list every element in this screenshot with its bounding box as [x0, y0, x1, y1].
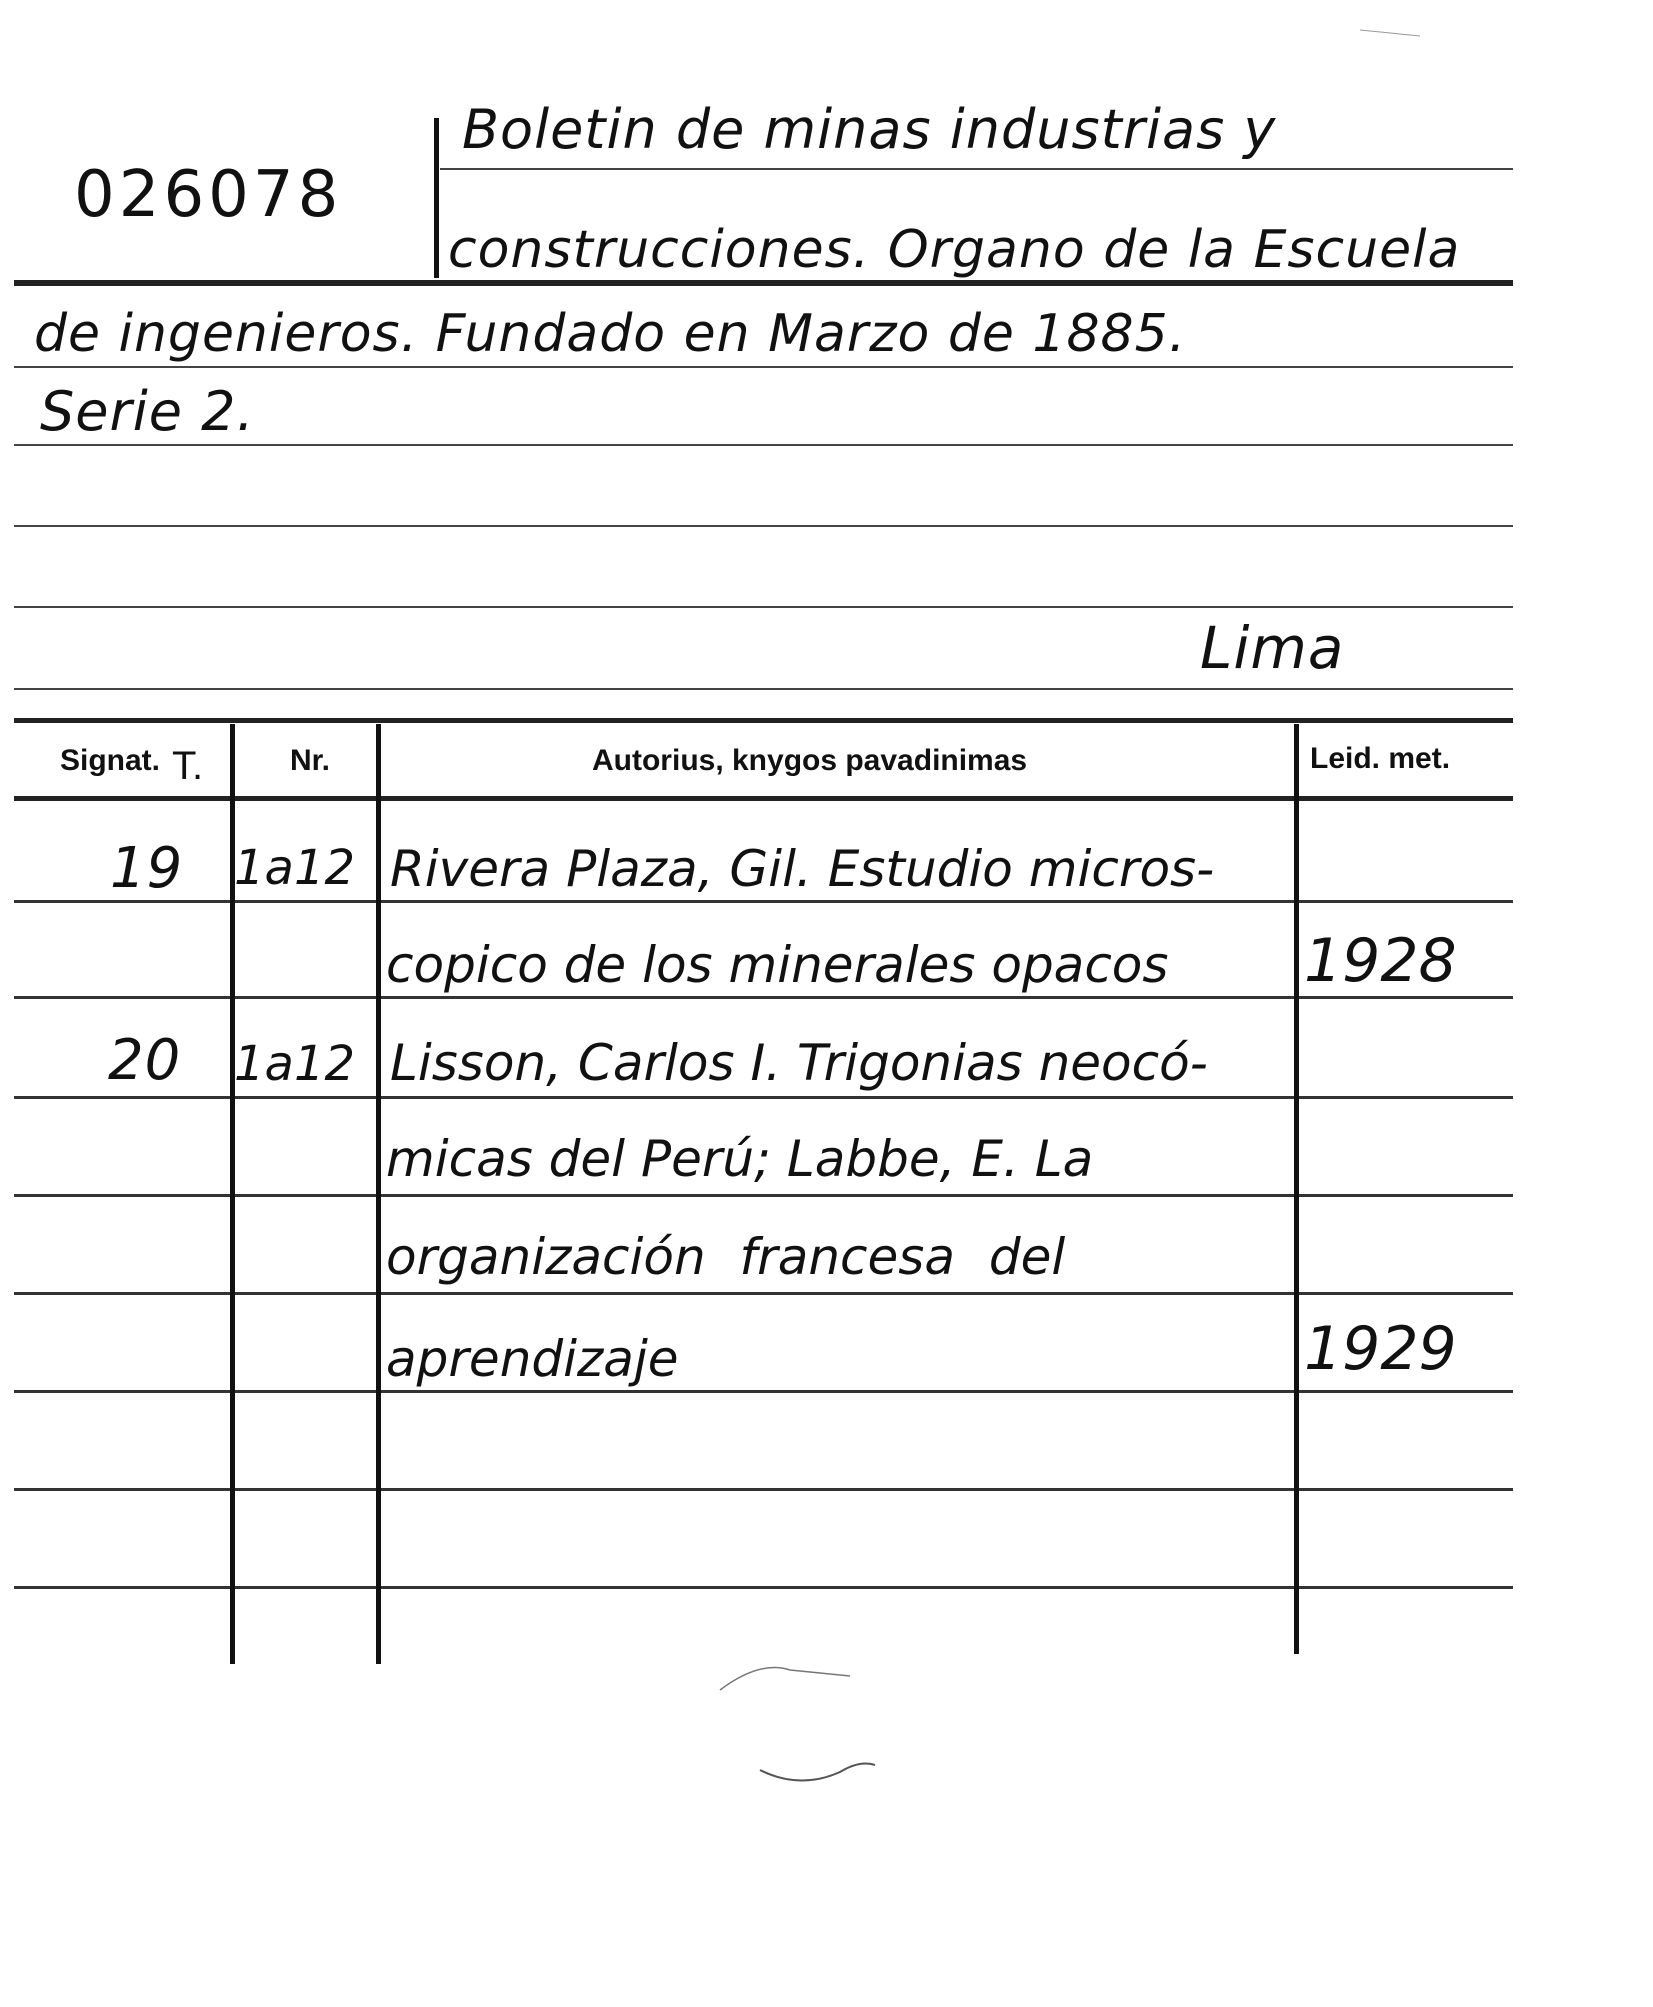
row-1-signat: 19 [110, 836, 184, 901]
title-line-4: Serie 2. [40, 380, 255, 443]
row-4-text: micas del Perú; Labbe, E. La [386, 1130, 1094, 1188]
row-5-text: organización francesa del [386, 1228, 1066, 1286]
row-3-nr: 1a12 [234, 1036, 356, 1092]
header-nr: Nr. [290, 744, 331, 777]
row-6-text: aprendizaje [386, 1330, 679, 1388]
row-2-year: 1928 [1304, 926, 1457, 996]
title-line-3: de ingenieros. Fundado en Marzo de 1885. [34, 304, 1187, 364]
row-3-signat: 20 [108, 1028, 182, 1093]
row-1-nr: 1a12 [234, 840, 356, 896]
row-3-text: Lisson, Carlos I. Trigonias neocó- [390, 1034, 1208, 1092]
header-t-mark: T. [172, 744, 204, 788]
row-1-text: Rivera Plaza, Gil. Estudio micros- [390, 840, 1215, 898]
place-of-publication: Lima [1200, 614, 1345, 682]
header-autorius: Autorius, knygos pavadinimas [592, 744, 1028, 777]
header-leid-met: Leid. met. [1310, 742, 1451, 775]
row-6-year: 1929 [1304, 1314, 1457, 1384]
card-number: 026078 [74, 158, 343, 232]
row-2-text: copico de los minerales opacos [386, 936, 1169, 994]
title-line-1: Boletin de minas industrias y [462, 98, 1277, 161]
header-signat: Signat. [60, 744, 161, 777]
title-line-2: construcciones. Organo de la Escuela [448, 220, 1461, 280]
